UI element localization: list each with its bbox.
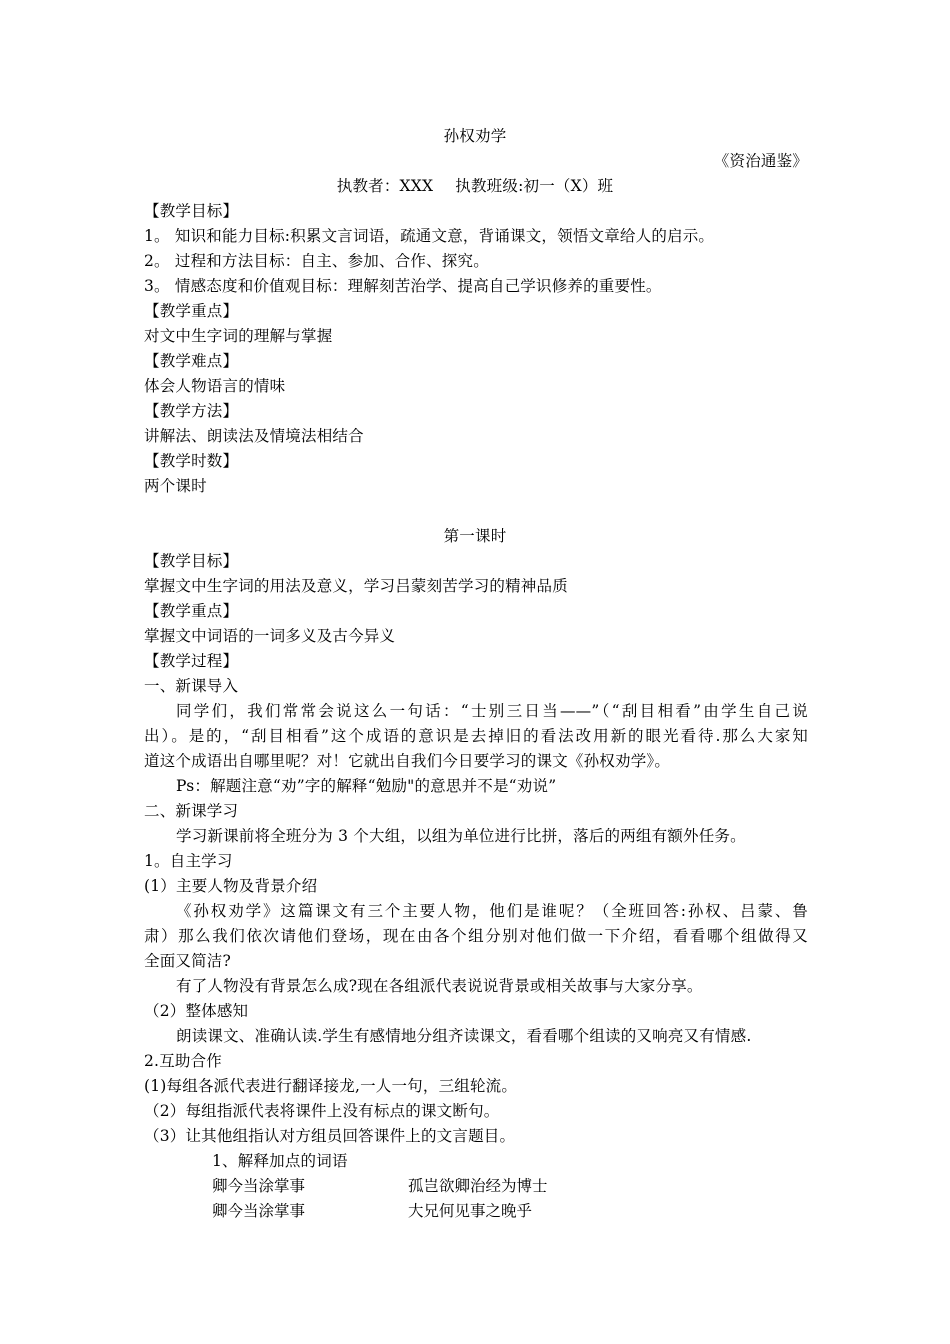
difficulties-text: 体会人物语言的情味 [144, 377, 286, 395]
heading-difficulties: 【教学难点】 [144, 352, 239, 370]
reading-paragraph: 朗读课文、准确认读.学生有感情地分组齐读课文，看看哪个组读的又响亮又有情感. [176, 1027, 752, 1045]
heading-process: 【教学过程】 [144, 652, 239, 670]
heading-objectives-2: 【教学目标】 [144, 552, 239, 570]
exercise-left: 卿今当涂掌事 [212, 1202, 306, 1220]
methods-text: 讲解法、朗读法及情境法相结合 [144, 427, 364, 445]
cooperation-item-1: (1)每组各派代表进行翻译接龙,一人一句，三组轮流。 [144, 1077, 518, 1095]
cooperation-item-3: （3）让其他组指认对方组员回答课件上的文言题目。 [144, 1127, 516, 1145]
document-title: 孙权劝学 [443, 127, 507, 145]
intro-paragraph-line-2: 出）。是的，“刮目相看”这个成语的意识是去掉旧的看法改用新的眼光看待.那么大家知 [144, 727, 808, 745]
characters-line-1: 《孙权劝学》这篇课文有三个主要人物，他们是谁呢？（全班回答:孙权、吕蒙、鲁 [176, 902, 808, 920]
intro-paragraph-line-1: 同学们，我们常常会说这么一句话：“士别三日当——”（“刮目相看”由学生自己说 [176, 702, 808, 720]
exercise-row [0, 1174, 950, 1198]
heading-methods: 【教学方法】 [144, 402, 239, 420]
exercise-row [0, 1199, 950, 1223]
characters-line-3: 全面又简洁? [144, 952, 232, 970]
step-learning-heading: 二、新课学习 [144, 802, 239, 820]
heading-key-points-2: 【教学重点】 [144, 602, 239, 620]
section-title: 第一课时 [443, 527, 507, 545]
exercise-right: 孤岂欲卿治经为博士 [408, 1177, 548, 1195]
characters-line-2: 肃）那么我们依次请他们登场，现在由各个组分别对他们做一下介绍，看看哪个组做得又 [144, 927, 808, 945]
source-citation: 《资治通鉴》 [713, 152, 808, 170]
cooperation-heading: 2.互助合作 [144, 1052, 222, 1070]
exercise-heading: 1、解释加点的词语 [212, 1152, 348, 1170]
ps-note: Ps：解题注意“劝”字的解释“勉励"的意思并不是“劝说” [176, 777, 557, 795]
exercise-left: 卿今当涂掌事 [212, 1177, 306, 1195]
groups-paragraph: 学习新课前将全班分为 3 个大组，以组为单位进行比拼，落后的两组有额外任务。 [176, 827, 746, 845]
heading-key-points: 【教学重点】 [144, 302, 239, 320]
objective-1: 1。 知识和能力目标:积累文言词语，疏通文意，背诵课文，领悟文章给人的启示。 [144, 227, 715, 245]
heading-objectives: 【教学目标】 [144, 202, 239, 220]
hours-text: 两个课时 [144, 477, 207, 495]
heading-hours: 【教学时数】 [144, 452, 239, 470]
step-intro-heading: 一、新课导入 [144, 677, 239, 695]
overall-heading: （2）整体感知 [144, 1002, 249, 1020]
cooperation-item-2: （2）每组指派代表将课件上没有标点的课文断句。 [144, 1102, 500, 1120]
class-info: 执教班级:初一（X）班 [455, 177, 614, 195]
teacher: 执教者：XXX [336, 177, 434, 195]
objectives-2-text: 掌握文中生字词的用法及意义，学习吕蒙刻苦学习的精神品质 [144, 577, 568, 595]
objective-3: 3。 情感态度和价值观目标：理解刻苦治学、提高自己学识修养的重要性。 [144, 277, 662, 295]
intro-paragraph-line-3: 道这个成语出自哪里呢？对！它就出自我们今日要学习的课文《孙权劝学》。 [144, 752, 671, 770]
teacher-class-line [0, 174, 950, 198]
background-paragraph: 有了人物没有背景怎么成?现在各组派代表说说背景或相关故事与大家分享。 [176, 977, 703, 995]
exercise-right: 大兄何见事之晚乎 [408, 1202, 533, 1220]
key-points-2-text: 掌握文中词语的一词多义及古今异义 [144, 627, 396, 645]
self-study-heading: 1。自主学习 [144, 852, 233, 870]
key-points-text: 对文中生字词的理解与掌握 [144, 327, 333, 345]
characters-heading: (1）主要人物及背景介绍 [144, 877, 318, 895]
objective-2: 2。 过程和方法目标：自主、参加、合作、探究。 [144, 252, 489, 270]
